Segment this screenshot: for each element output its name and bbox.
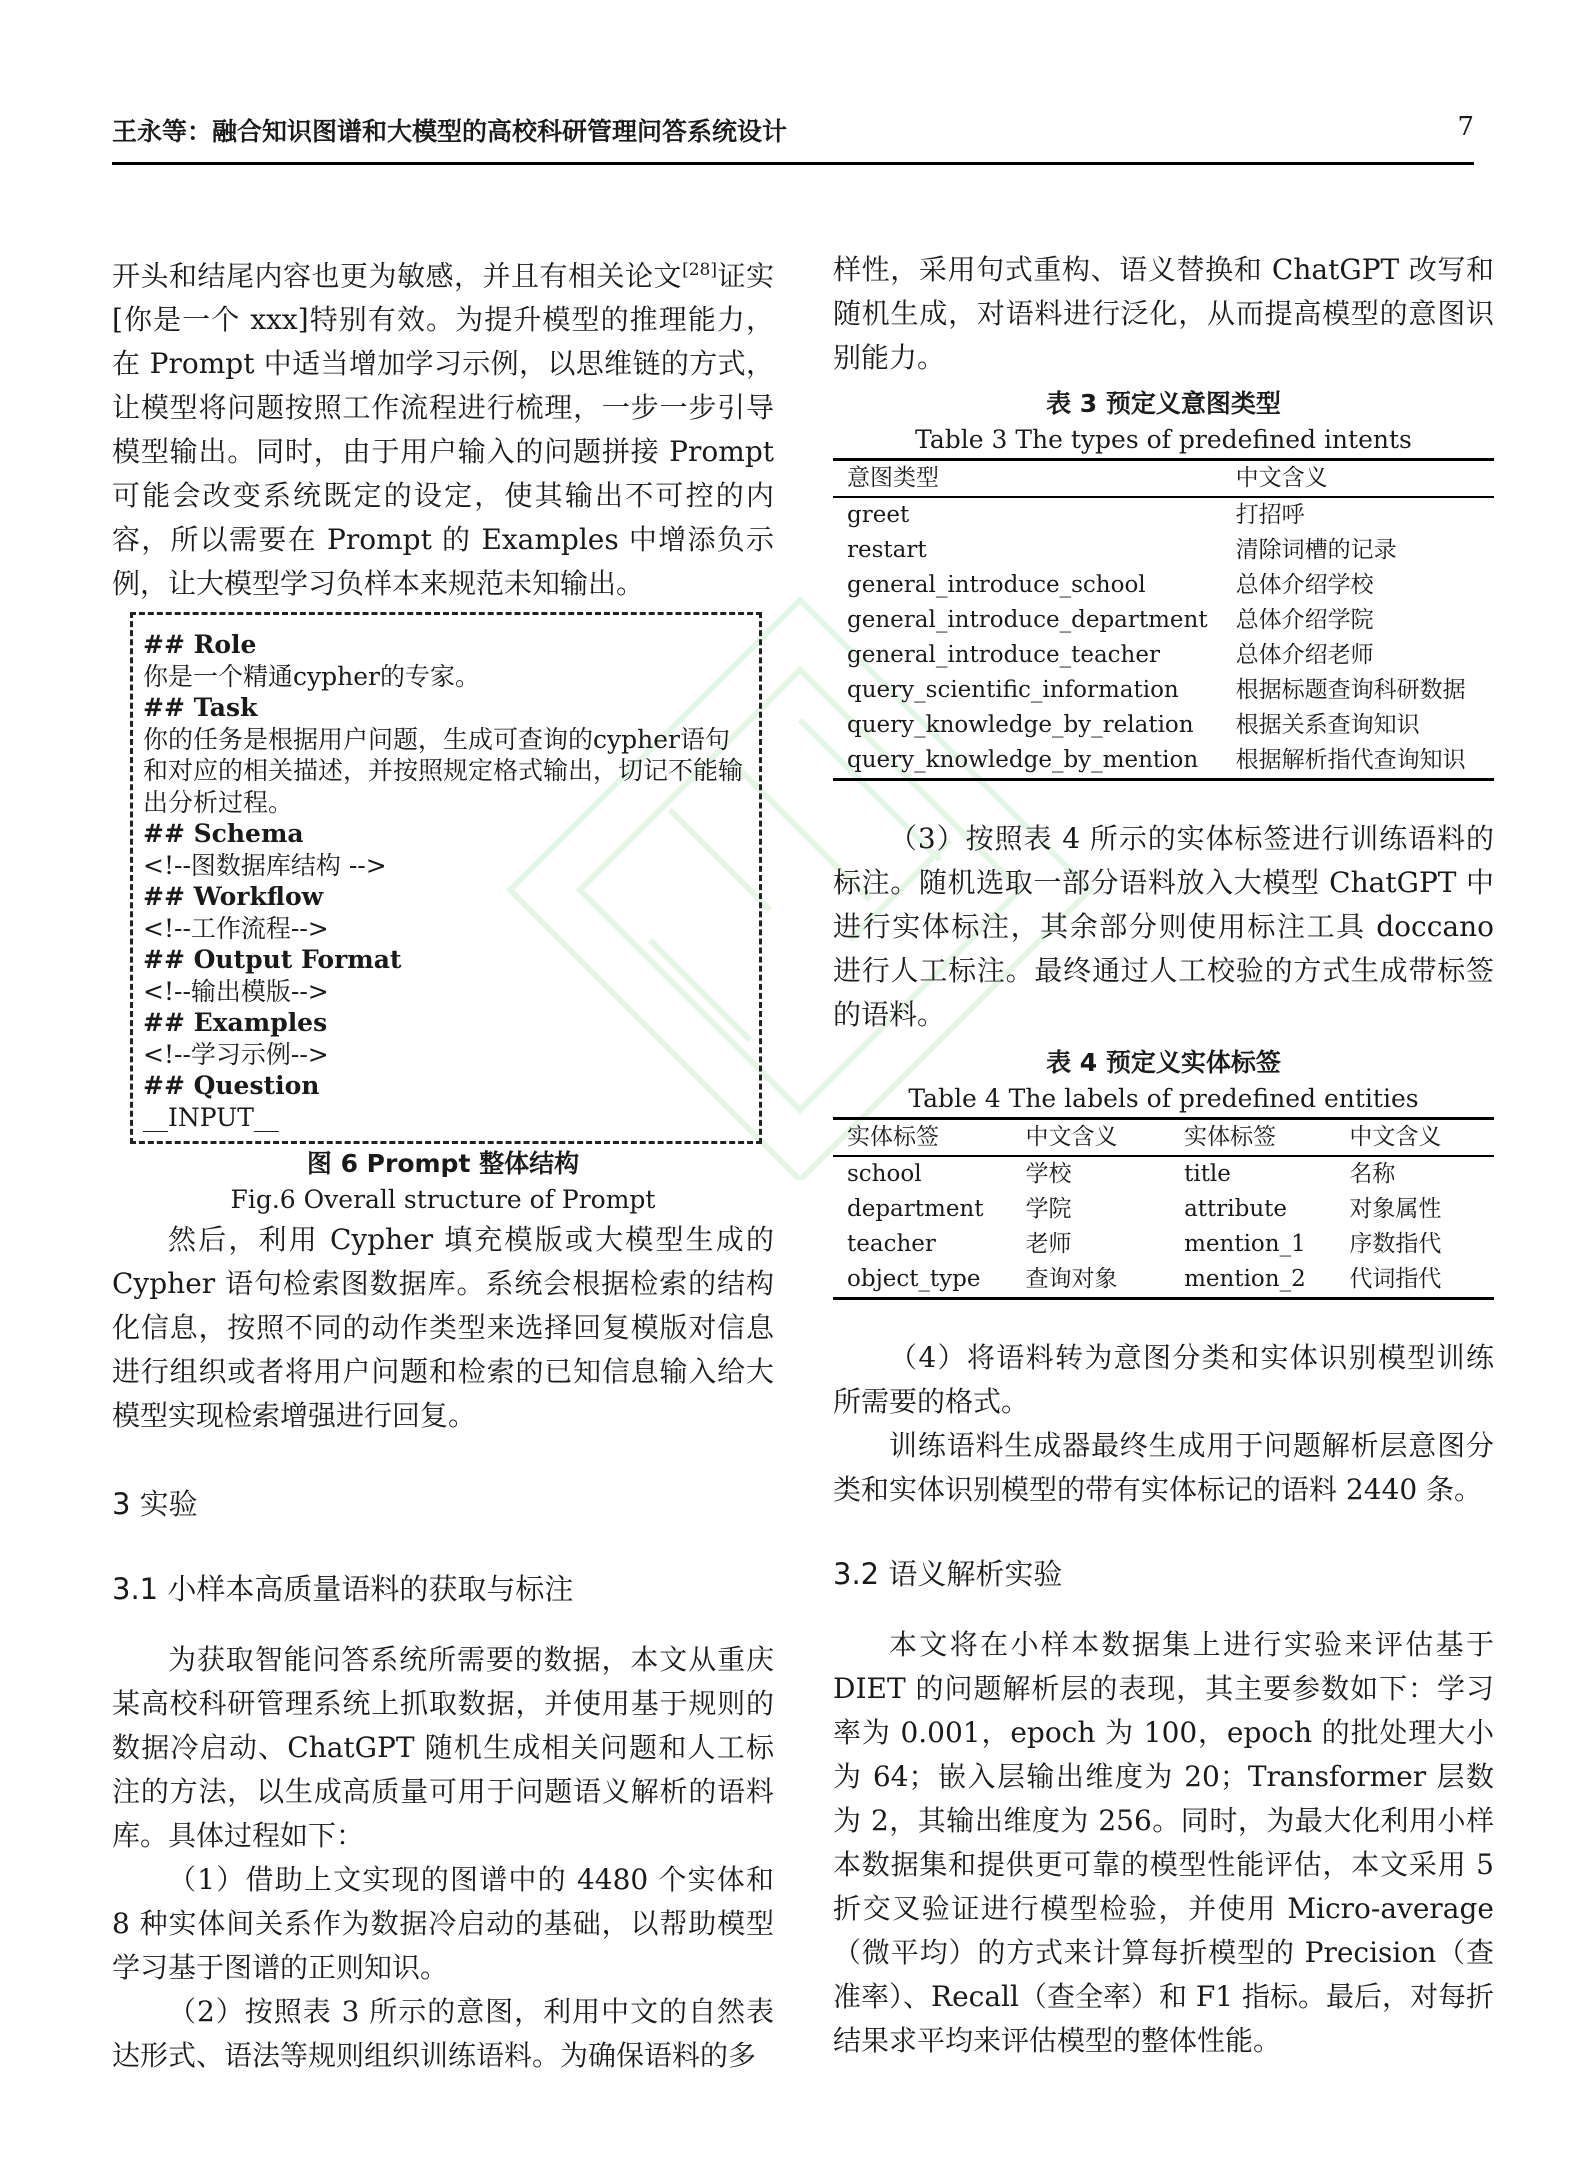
prompt-text: <!--学习示例--> bbox=[143, 1039, 329, 1069]
table-row bbox=[833, 533, 1494, 568]
table-cell: query_scientific_information bbox=[847, 677, 1179, 703]
table-header-row bbox=[833, 1119, 1494, 1157]
prompt-text: 你的任务是根据用户问题，生成可查询的cypher语句和对应的相关描述，并按照规定格式输出，切记不能输出分析过程。 bbox=[143, 724, 744, 817]
subsection-heading: 3.1 小样本高质量语料的获取与标注 bbox=[112, 1572, 574, 1607]
table-row bbox=[833, 497, 1494, 533]
table-cell: 老师 bbox=[1025, 1231, 1072, 1257]
table-cell: 学院 bbox=[1025, 1196, 1072, 1222]
table-cell: attribute bbox=[1184, 1196, 1288, 1222]
table-cell: object_type bbox=[847, 1266, 981, 1292]
prompt-heading: ## Task bbox=[143, 693, 258, 723]
table-row bbox=[833, 603, 1494, 638]
table-row bbox=[833, 1262, 1494, 1299]
table-row bbox=[833, 673, 1494, 708]
paragraph: （3）按照表 4 所示的实体标签进行训练语料的标注。随机选取一部分语料放入大模型 ChatGPT 中进行实体标注，其余部分则使用标注工具 doccano 进行人工标注。最终通过人工校验的方式生成带标签的语料。 bbox=[833, 822, 1494, 1031]
section-heading: 3 实验 bbox=[112, 1487, 198, 1522]
column-header: 实体标签 bbox=[1170, 1119, 1335, 1157]
prompt-heading: ## Examples bbox=[143, 1008, 328, 1038]
prompt-text: 你是一个精通cypher的专家。 bbox=[143, 661, 480, 691]
column-header: 实体标签 bbox=[833, 1119, 1011, 1157]
figure-caption-en: Fig.6 Overall structure of Prompt bbox=[230, 1185, 656, 1215]
table-cell: 根据标题查询科研数据 bbox=[1235, 677, 1466, 703]
table-cell: teacher bbox=[847, 1231, 936, 1257]
table-cell: 对象属性 bbox=[1349, 1196, 1442, 1222]
table-cell: 总体介绍老师 bbox=[1235, 642, 1374, 668]
table-cell: 打招呼 bbox=[1235, 502, 1305, 528]
prompt-heading: ## Schema bbox=[143, 819, 304, 849]
table-cell: general_introduce_teacher bbox=[847, 642, 1160, 668]
paragraph: 本文将在小样本数据集上进行实验来评估基于 DIET 的问题解析层的表现，其主要参数如下：学习率为 0.001，epoch 为 100，epoch 的批处理大小为 64；嵌入层输出维度为 20；Transformer 层数为 2，其输出维度为 256。同时，为最大化利用小样本数据集和提供更可靠的模型性能评估，本文采用 5 折交叉验证进行模型检验，并使用 Micro-average（微平均）的方式来计算每折模型的 Precision（查准率）、Recall（查全率）和 F1 指标。最后，对每折结果求平均来评估模型的整体性能。 bbox=[833, 1628, 1494, 2057]
left-column bbox=[112, 248, 774, 2078]
header-rule bbox=[112, 162, 1474, 165]
table-cell: mention_1 bbox=[1184, 1231, 1306, 1257]
running-header bbox=[112, 112, 1474, 158]
prompt-text: <!--图数据库结构 --> bbox=[143, 850, 387, 880]
table-cell: 清除词槽的记录 bbox=[1235, 537, 1397, 563]
table-3-intents bbox=[833, 458, 1494, 781]
citation[interactable]: [28] bbox=[682, 260, 717, 280]
table-cell: query_knowledge_by_mention bbox=[847, 747, 1199, 773]
paragraph: 样性，采用句式重构、语义替换和 ChatGPT 改写和随机生成，对语料进行泛化，从而提高模型的意图识别能力。 bbox=[833, 253, 1494, 374]
table-cell: general_introduce_department bbox=[847, 607, 1208, 633]
paragraph: 为获取智能问答系统所需要的数据，本文从重庆某高校科研管理系统上抓取数据，并使用基于规则的数据冷启动、ChatGPT 随机生成相关问题和人工标注的方法，以生成高质量可用于问题语义解析的语料库。具体过程如下： bbox=[112, 1643, 774, 1853]
table-cell: 根据解析指代查询知识 bbox=[1235, 747, 1466, 773]
prompt-text: <!--输出模版--> bbox=[143, 976, 329, 1006]
table3-caption-en: Table 3 The types of predefined intents bbox=[915, 425, 1412, 454]
table4-caption-zh: 表 4 预定义实体标签 bbox=[1046, 1048, 1281, 1077]
prompt-text: __INPUT__ bbox=[143, 1102, 279, 1132]
paragraph: （4）将语料转为意图分类和实体识别模型训练所需要的格式。 bbox=[833, 1341, 1494, 1418]
table4-caption-en: Table 4 The labels of predefined entities bbox=[908, 1084, 1419, 1113]
table-cell: query_knowledge_by_relation bbox=[847, 712, 1194, 738]
table-cell: school bbox=[847, 1161, 922, 1187]
table-cell: 名称 bbox=[1349, 1161, 1396, 1187]
prompt-heading: ## Question bbox=[143, 1071, 320, 1101]
table-row bbox=[833, 1227, 1494, 1262]
table-cell: greet bbox=[847, 502, 910, 528]
table-4-entities bbox=[833, 1117, 1494, 1300]
table-row bbox=[833, 1156, 1494, 1192]
column-header: 中文含义 bbox=[1335, 1119, 1494, 1157]
right-column bbox=[833, 248, 1494, 2063]
paragraph: （2）按照表 3 所示的意图，利用中文的自然表达形式、语法等规则组织训练语料。为确保语料的多 bbox=[112, 1995, 774, 2073]
table-row bbox=[833, 1192, 1494, 1227]
paragraph: 开头和结尾内容也更为敏感，并且有相关论文[28]证实[你是一个 xxx]特别有效。为提升模型的推理能力，在 Prompt 中适当增加学习示例，以思维链的方式，让模型将问题按照工作流程进行梳理，一步一步引导模型输出。同时，由于用户输入的问题拼接 Prompt 可能会改变系统既定的设定，使其输出不可控的内容，所以需要在 Prompt 的 Examples 中增添负示例，让大模型学习负样本来规范未知输出。 bbox=[112, 259, 774, 601]
table-cell: general_introduce_school bbox=[847, 572, 1146, 598]
paragraph: 然后，利用 Cypher 填充模版或大模型生成的 Cypher 语句检索图数据库。系统会根据检索的结构化信息，按照不同的动作类型来选择回复模版对信息进行组织或者将用户问题和检索的已知信息输入给大模型实现检索增强进行回复。 bbox=[112, 1223, 774, 1433]
prompt-structure-box bbox=[130, 612, 762, 1144]
table-cell: department bbox=[847, 1196, 984, 1222]
column-header: 中文含义 bbox=[1011, 1119, 1170, 1157]
table-cell: 查询对象 bbox=[1025, 1266, 1118, 1292]
prompt-heading: ## Role bbox=[143, 630, 257, 660]
table-cell: mention_2 bbox=[1184, 1266, 1306, 1292]
table-cell: 序数指代 bbox=[1349, 1231, 1442, 1257]
paragraph: 训练语料生成器最终生成用于问题解析层意图分类和实体识别模型的带有实体标记的语料 2440 条。 bbox=[833, 1429, 1494, 1506]
figure-caption-zh: 图 6 Prompt 整体结构 bbox=[306, 1149, 580, 1179]
table-cell: 学校 bbox=[1025, 1161, 1072, 1187]
table-row bbox=[833, 568, 1494, 603]
column-header: 中文含义 bbox=[1222, 460, 1494, 498]
table-row bbox=[833, 708, 1494, 743]
table3-caption-zh: 表 3 预定义意图类型 bbox=[1046, 389, 1281, 418]
table-cell: 代词指代 bbox=[1349, 1266, 1442, 1292]
table-cell: 总体介绍学校 bbox=[1235, 572, 1374, 598]
table-header-row bbox=[833, 460, 1494, 498]
table-cell: title bbox=[1184, 1161, 1231, 1187]
column-header: 意图类型 bbox=[833, 460, 1222, 498]
table-row bbox=[833, 638, 1494, 673]
prompt-heading: ## Workflow bbox=[143, 882, 324, 912]
paragraph: （1）借助上文实现的图谱中的 4480 个实体和 8 种实体间关系作为数据冷启动的基础，以帮助模型学习基于图谱的正则知识。 bbox=[112, 1863, 774, 1985]
page-number: 7 bbox=[1457, 112, 1474, 142]
subsection-heading: 3.2 语义解析实验 bbox=[833, 1557, 1063, 1591]
table-row bbox=[833, 743, 1494, 780]
table-cell: restart bbox=[847, 537, 927, 563]
table-cell: 根据关系查询知识 bbox=[1235, 712, 1420, 738]
prompt-heading: ## Output Format bbox=[143, 945, 402, 975]
table-cell: 总体介绍学院 bbox=[1235, 607, 1374, 633]
prompt-text: <!--工作流程--> bbox=[143, 913, 329, 943]
running-title: 王永等：融合知识图谱和大模型的高校科研管理问答系统设计 bbox=[112, 117, 788, 146]
